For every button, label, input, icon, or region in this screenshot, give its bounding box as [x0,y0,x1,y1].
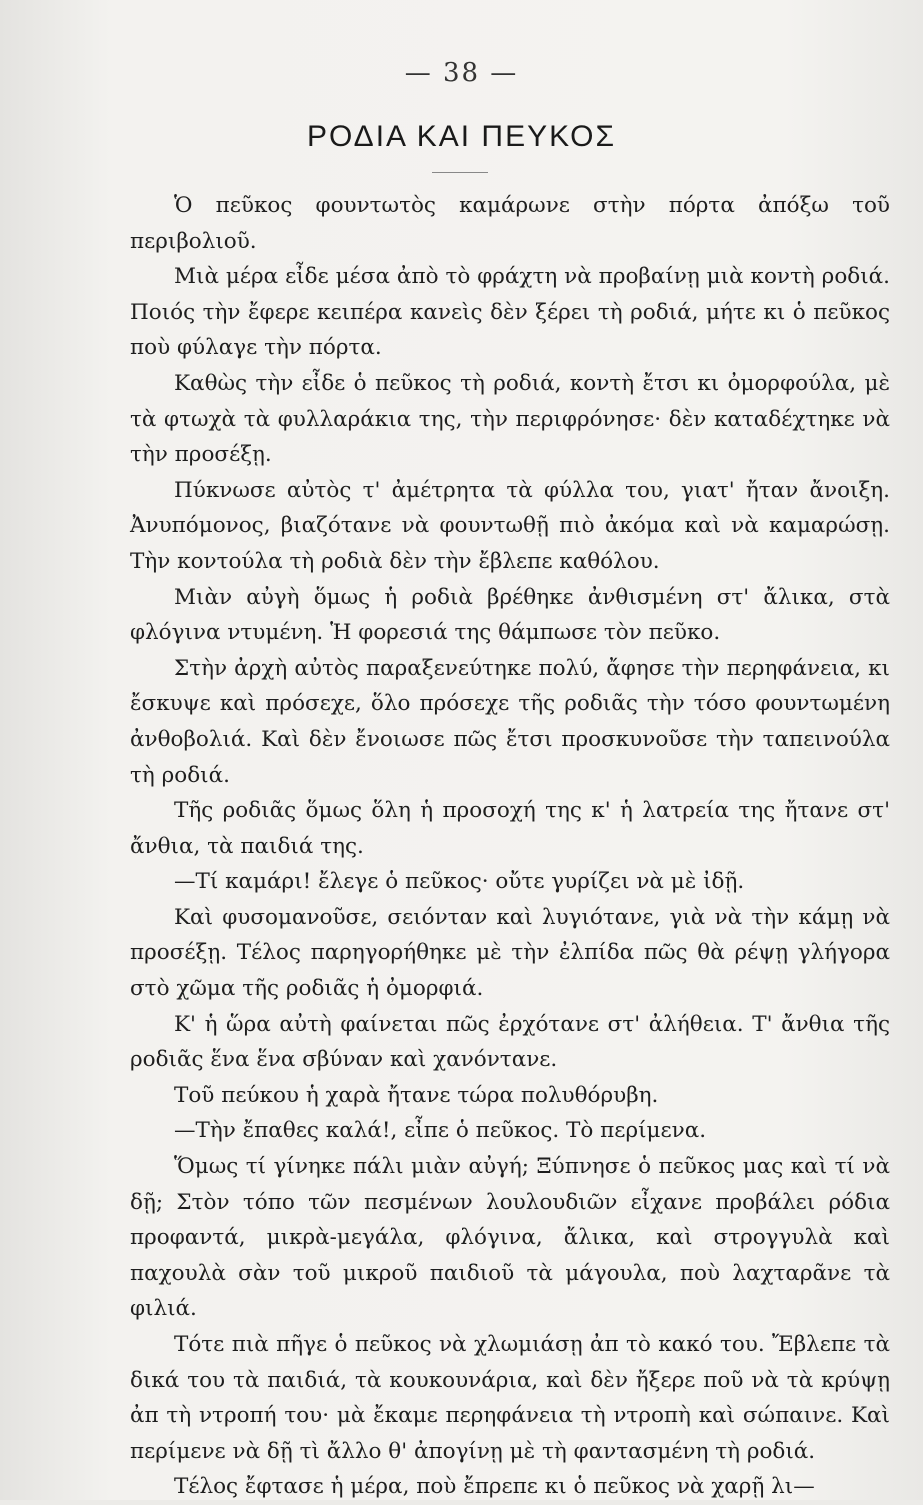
page-number: — 38 — [404,58,519,88]
story-text [130,188,890,1505]
paragraph: Τέλος ἔφτασε ἡ μέρα, ποὺ ἔπρεπε κι ὁ πεῦκος νὰ χαρῇ λι— [174,1474,815,1500]
paragraph: Τότε πιὰ πῆγε ὁ πεῦκος νὰ χλωμιάσῃ ἀπ τὸ κακό του. Ἔβλεπε τὰ δικά του τὰ παιδιά, τὰ κουκουνάρια, καὶ δὲν ἤξερε ποῦ νὰ τὰ κρύψῃ ἀπ τὴ ντροπή του· μὰ ἔκαμε περηφάνεια τὴ ντροπὴ καὶ σώπαινε. Καὶ περίμενε νὰ δῇ τὶ ἄλλο θ' ἀπογίνῃ μὲ τὴ φαντασμένη τὴ ροδιά. [130,1332,890,1464]
paragraph: Μιὰν αὐγὴ ὅμως ἡ ροδιὰ βρέθηκε ἀνθισμένη στ' ἄλικα, στὰ φλόγινα ντυμένη. Ἡ φορεσιά της θάμπωσε τὸν πεῦκο. [130,584,890,646]
paragraph: Ὅμως τί γίνηκε πάλι μιὰν αὐγή; Ξύπνησε ὁ πεῦκος μας καὶ τί νὰ δῇ; Στὸν τόπο τῶν πεσμένων λουλουδιῶν εἶχανε προβάλει ρόδια προφαντά, μικρὰ-μεγάλα, φλόγινα, ἄλικα, καὶ στρογγυλὰ καὶ παχουλὰ σὰν τοῦ μικροῦ παιδιοῦ τὰ μάγουλα, ποὺ λαχταρᾶνε τὰ φιλιά. [130,1154,890,1322]
paragraph: Ὁ πεῦκος φουντωτὸς καμάρωνε στὴν πόρτα ἀπόξω τοῦ περιβολιοῦ. [130,193,890,254]
paragraph: Μιὰ μέρα εἶδε μέσα ἀπὸ τὸ φράχτη νὰ προβαίνῃ μιὰ κοντὴ ροδιά. Ποιός τὴν ἔφερε κειπέρα κανεὶς δὲν ξέρει τὴ ροδιά, μήτε κι ὁ πεῦκος ποὺ φύλαγε τὴν πόρτα. [130,264,890,361]
page-title: ΡΟΔΙΑ ΚΑΙ ΠΕΥΚΟΣ [306,120,617,153]
paragraph: Στὴν ἀρχὴ αὐτὸς παραξενεύτηκε πολύ, ἄφησε τὴν περηφάνεια, κι ἔσκυψε καὶ πρόσεχε, ὅλο πρόσεχε τῆς ροδιᾶς τὴν τόσο φουντωμένη ἀνθοβολιά. Καὶ δὲν ἔνοιωσε πῶς ἔτσι προσκυνοῦσε τὴν ταπεινούλα τὴ ροδιά. [130,655,890,788]
paragraph: Τῆς ροδιᾶς ὅμως ὅλη ἡ προσοχή της κ' ἡ λατρεία της ἤτανε στ' ἄνθια, τὰ παιδιά της. [130,798,890,859]
paragraph: Κ' ἡ ὥρα αὐτὴ φαίνεται πῶς ἐρχότανε στ' ἀλήθεια. Τ' ἄνθια τῆς ροδιᾶς ἕνα ἕνα σβύναν καὶ χανόντανε. [130,1011,890,1073]
paragraph: Καὶ φυσομανοῦσε, σειόνταν καὶ λυγιότανε, γιὰ νὰ τὴν κάμῃ νὰ προσέξῃ. Τέλος παρηγορήθηκε μὲ τὴν ἐλπίδα πῶς θὰ ρέψῃ γλήγορα στὸ χῶμα τῆς ροδιᾶς ἡ ὀμορφιά. [130,904,890,1002]
paragraph: Καθὼς τὴν εἶδε ὁ πεῦκος τὴ ροδιά, κοντὴ ἔτσι κι ὀμορφούλα, μὲ τὰ φτωχὰ τὰ φυλλαράκια της, τὴν περιφρόνησε· δὲν καταδέχτηκε νὰ τὴν προσέξῃ. [130,370,890,468]
paragraph: Πύκνωσε αὐτὸς τ' ἀμέτρητα τὰ φύλλα του, γιατ' ἤταν ἄνοιξη. Ἀνυπόμονος, βιαζότανε νὰ φουντωθῇ πιὸ ἀκόμα καὶ νὰ καμαρώσῃ. Τὴν κοντούλα τὴ ροδιὰ δὲν τὴν ἔβλεπε καθόλου. [130,477,890,574]
paragraph: —Τί καμάρι! ἔλεγε ὁ πεῦκος· οὔτε γυρίζει νὰ μὲ ἰδῇ. [174,869,745,895]
paragraph: —Τὴν ἔπαθες καλά!, εἶπε ὁ πεῦκος. Τὸ περίμενα. [174,1118,707,1144]
title-divider [432,172,488,173]
paragraph: Τοῦ πεύκου ἡ χαρὰ ἤτανε τώρα πολυθόρυβη. [174,1082,659,1108]
